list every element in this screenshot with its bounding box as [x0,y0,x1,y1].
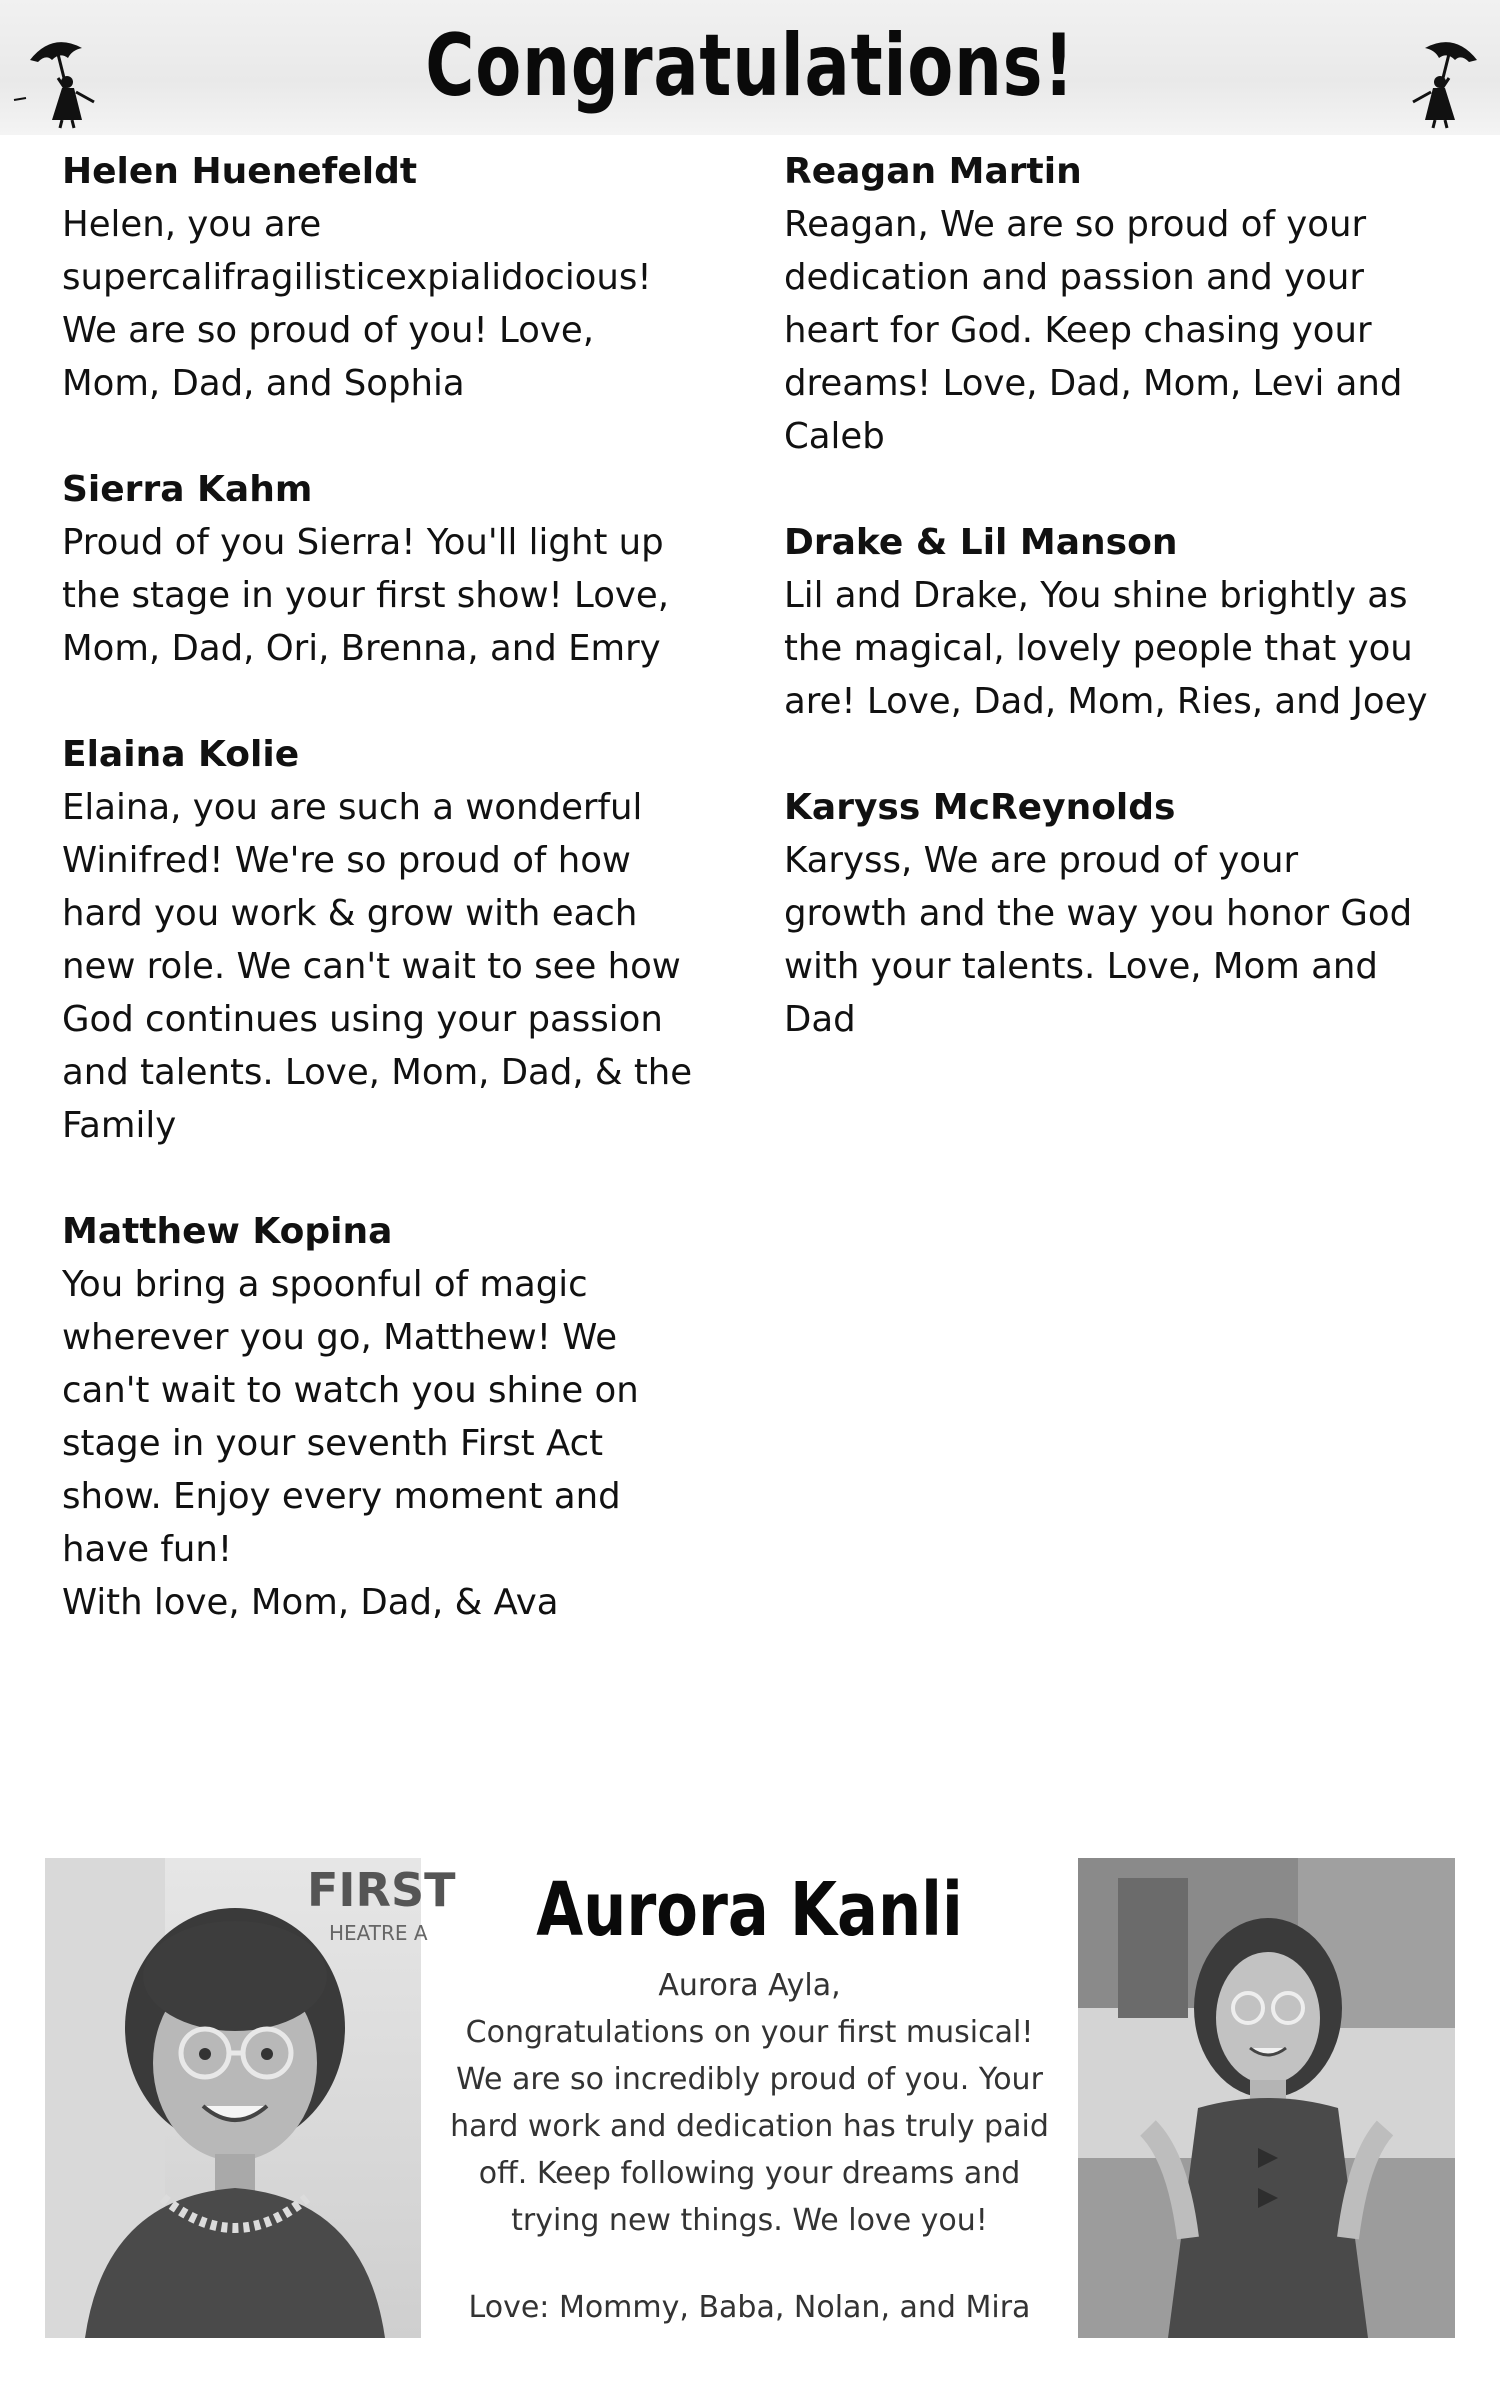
congrats-note [62,145,742,410]
congrats-note [784,781,1464,1046]
note-message: You bring a spoonful of magic wherever you go, Matthew! We can't wait to watch you shine on stage in your seventh First Act show. Enjoy every moment and have fun! With love, Mom, Dad, & Ava [62,1264,639,1623]
notes-column-left [62,145,742,1682]
child-outdoor-photo [1078,1858,1455,2338]
note-recipient: Matthew Kopina [62,1211,393,1252]
aurora-kanli-ad [45,1858,1455,2338]
svg-text:HEATRE A: HEATRE A [329,1921,428,1945]
note-recipient: Reagan Martin [784,151,1082,192]
note-message: Karyss, We are proud of your growth and the way you honor God with your talents. Love, Mom and Dad [784,840,1413,1040]
note-message: Reagan, We are so proud of your dedication and passion and your heart for God. Keep chasing your dreams! Love, Dad, Mom, Levi and Caleb [784,204,1403,457]
congrats-note [62,728,742,1152]
note-message: Elaina, you are such a wonderful Winifred! We're so proud of how hard you work & grow with each new role. We can't wait to see how God continues using your passion and talents. Love, Mom, Dad, & the Family [62,787,693,1146]
ad-message: Aurora Ayla, Congratulations on your first musical! We are so incredibly proud of you. Your hard work and dedication has truly paid off. Keep following your dreams and trying new things. We love you! [450,1968,1049,2238]
child-portrait-photo [45,1858,456,2338]
congrats-note [62,463,742,675]
note-message: Proud of you Sierra! You'll light up the stage in your first show! Love, Mom, Dad, Ori, Brenna, and Emry [62,522,670,669]
ad-signoff: Love: Mommy, Baba, Nolan, and Mira [468,2290,1031,2325]
svg-text:FIRST: FIRST [307,1863,456,1917]
ad-title: Aurora Kanli [536,1867,963,1953]
note-recipient: Sierra Kahm [62,469,313,510]
note-message: Helen, you are supercalifragilisticexpialidocious! We are so proud of you! Love, Mom, Dad, and Sophia [62,204,652,404]
umbrella-silhouette-icon [1400,30,1495,130]
congrats-note [62,1205,742,1629]
congrats-note [784,516,1464,728]
note-recipient: Helen Huenefeldt [62,151,418,192]
note-recipient: Elaina Kolie [62,734,300,775]
note-message: Lil and Drake, You shine brightly as the magical, lovely people that you are! Love, Dad, Mom, Ries, and Joey [784,575,1428,722]
note-recipient: Drake & Lil Manson [784,522,1178,563]
notes-column-right [784,145,1464,1099]
umbrella-silhouette-icon [12,30,107,130]
note-recipient: Karyss McReynolds [784,787,1176,828]
page-title: Congratulations! [425,16,1075,116]
congrats-note [784,145,1464,463]
